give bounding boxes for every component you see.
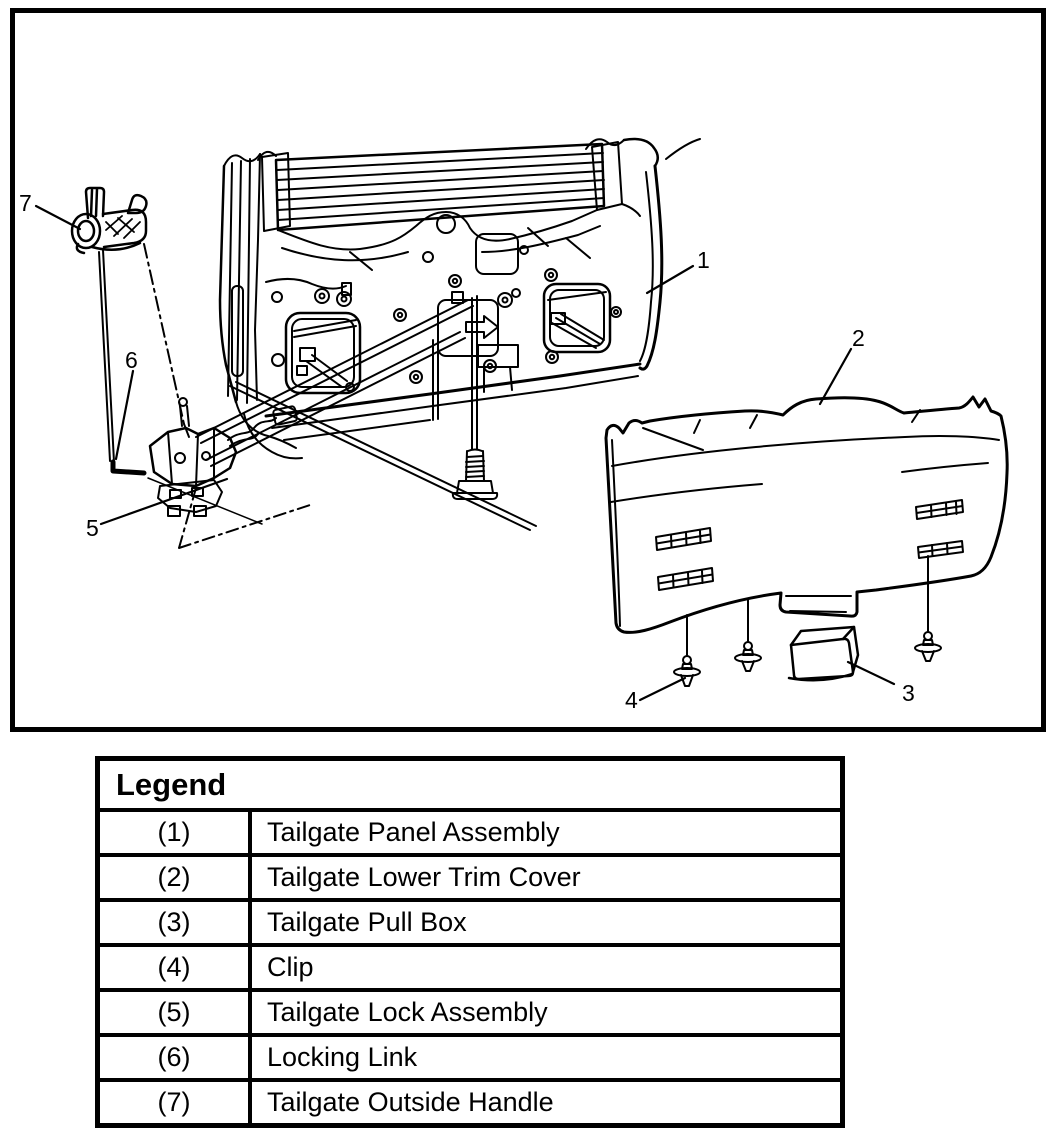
- legend-row-7: [100, 1078, 840, 1123]
- legend-row-5: [100, 988, 840, 1033]
- callout-5: 5: [86, 515, 99, 541]
- callout-7: 7: [19, 190, 32, 216]
- callout-2: 2: [852, 325, 865, 351]
- legend-row-description: Tailgate Lock Assembly: [267, 997, 548, 1027]
- legend-row-3: [100, 898, 840, 943]
- legend-table: [95, 756, 845, 1128]
- legend-row-description: Locking Link: [267, 1042, 418, 1072]
- legend-row-number: (5): [100, 992, 252, 1033]
- legend-row-number: (1): [100, 812, 252, 853]
- legend-row-number: (6): [100, 1037, 252, 1078]
- legend-row-6: [100, 1033, 840, 1078]
- legend-row-description: Clip: [267, 952, 314, 982]
- legend-row-description: Tailgate Pull Box: [267, 907, 467, 937]
- legend-row-number: (3): [100, 902, 252, 943]
- callout-4: 4: [625, 687, 638, 713]
- legend-row-2: [100, 853, 840, 898]
- legend-row-description: Tailgate Lower Trim Cover: [267, 862, 581, 892]
- legend-row-description: Tailgate Outside Handle: [267, 1087, 554, 1117]
- callout-6: 6: [125, 347, 138, 373]
- legend-title-text: Legend: [116, 766, 227, 802]
- legend-row-description: Tailgate Panel Assembly: [267, 817, 560, 847]
- legend-row-4: [100, 943, 840, 988]
- legend-row-number: (2): [100, 857, 252, 898]
- callout-1: 1: [697, 247, 710, 273]
- legend-row-1: [100, 808, 840, 853]
- legend-row-number: (4): [100, 947, 252, 988]
- legend-title: [100, 761, 840, 808]
- figure-border: [13, 11, 1044, 730]
- legend-row-number: (7): [100, 1082, 252, 1123]
- callout-3: 3: [902, 680, 915, 706]
